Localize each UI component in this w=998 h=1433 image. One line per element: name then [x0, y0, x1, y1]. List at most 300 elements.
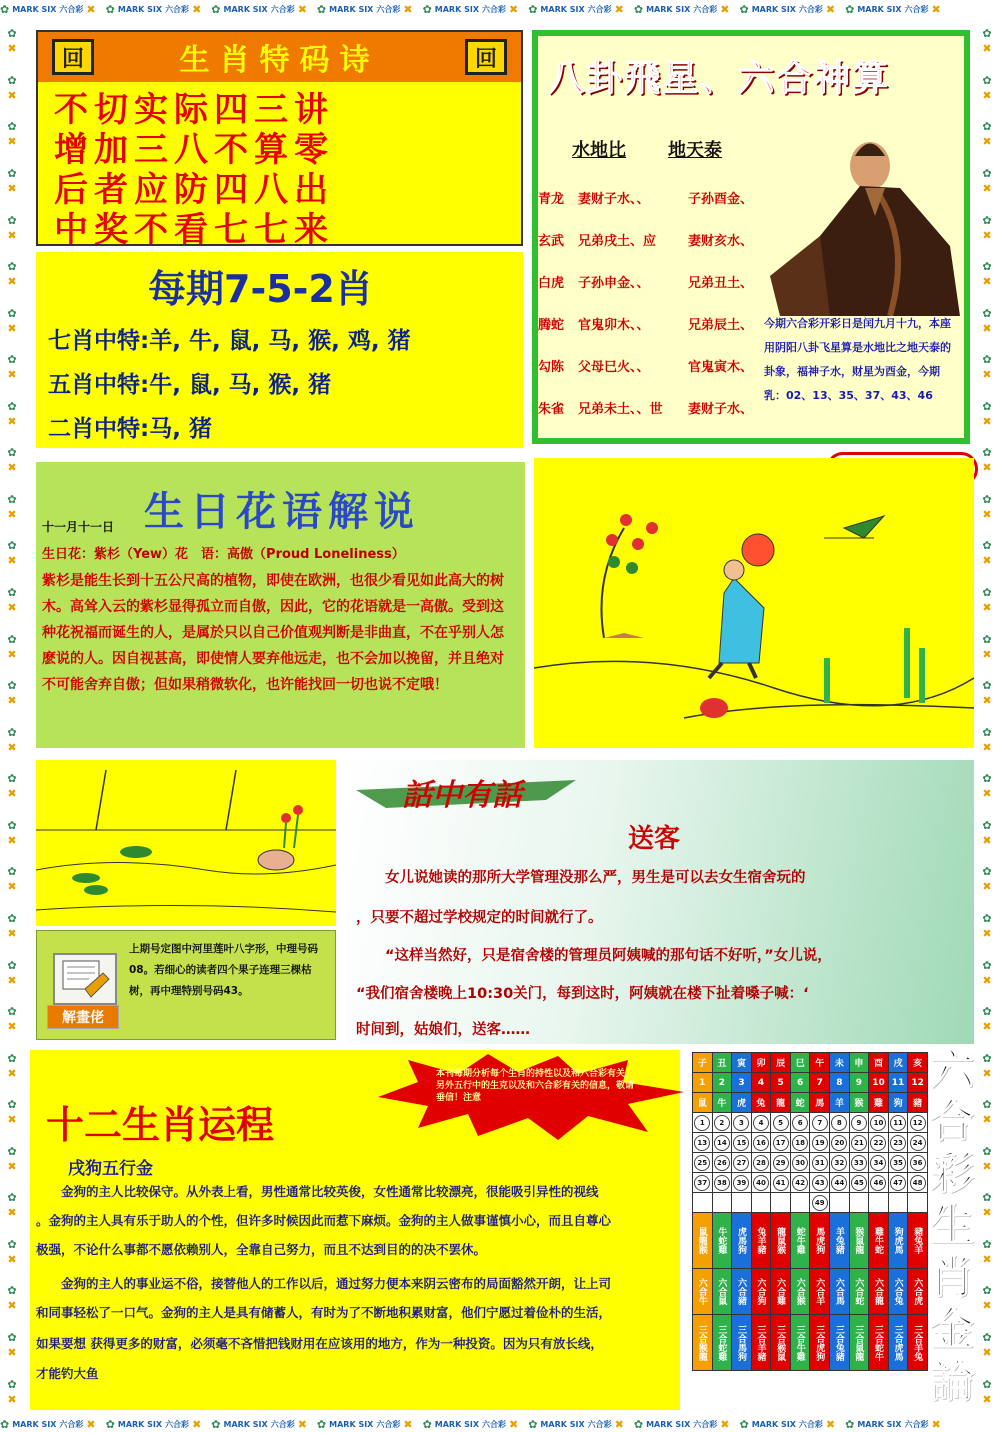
gua-line-cell: 兄弟辰土、	[688, 318, 754, 333]
flower-icon: ✿	[982, 539, 992, 553]
gua-line-cell: 兄弟丑土、	[688, 276, 754, 291]
birthday-flower-panel	[36, 462, 525, 748]
grid-cell	[790, 1113, 810, 1133]
grid-cell	[790, 1153, 810, 1173]
cross-icon: ✖	[982, 321, 992, 335]
cross-icon: ✖	[86, 2, 96, 16]
cross-icon: ✖	[403, 2, 413, 16]
brand-unit	[7, 539, 16, 567]
cross-icon: ✖	[508, 1417, 519, 1431]
gua-line-cell: 父母巳火、、	[578, 360, 650, 375]
brand-text: MARK SIX	[434, 4, 479, 14]
cross-icon: ✖	[7, 42, 17, 56]
hint-text: 上期号定图中河里莲叶八字形，中理号码08。若细心的读者四个果子连理三棵枯树，再中理特别号码43。	[129, 943, 318, 997]
brand-text: MARK SIX	[329, 1419, 374, 1429]
cross-icon: ✖	[297, 1417, 307, 1431]
grid-cell: 六合鼠	[712, 1269, 732, 1315]
grid-cell: 亥	[908, 1053, 928, 1073]
grid-cell: 龍	[771, 1093, 791, 1113]
grid-cell	[732, 1113, 752, 1133]
cross-icon: ✖	[982, 461, 992, 475]
flower-icon: ✿	[739, 1417, 749, 1431]
cross-icon: ✖	[982, 1020, 992, 1034]
cross-icon: ✖	[982, 1252, 992, 1266]
cross-icon: ✖	[982, 787, 992, 801]
brand-text: MARK SIX	[434, 1419, 479, 1429]
grid-cell	[908, 1193, 928, 1213]
flower-icon: ✿	[982, 446, 992, 460]
number-ball: 21	[851, 1135, 867, 1151]
brand-unit	[7, 1284, 16, 1312]
brand-unit	[7, 260, 16, 288]
cross-icon: ✖	[7, 507, 17, 521]
grid-cell	[693, 1113, 713, 1133]
number-ball: 46	[870, 1175, 886, 1191]
grid-cell: 戌	[888, 1053, 908, 1073]
grid-cell	[771, 1173, 791, 1193]
cross-icon: ✖	[7, 787, 17, 801]
grid-cell	[830, 1193, 850, 1213]
gold-title-char: 肖	[930, 1252, 974, 1303]
story-line: 女儿说她读的那所大学管理没那么严，男生是可以去女生宿舍玩的	[356, 870, 806, 886]
number-ball: 15	[733, 1135, 749, 1151]
gua-line-cell: 玄武	[538, 234, 565, 249]
grid-cell: 虎	[732, 1093, 752, 1113]
brand-cn-text: 六合彩	[481, 4, 506, 14]
brand-unit	[0, 3, 96, 16]
brand-cn-text: 六合彩	[587, 1419, 612, 1429]
grid-cell: 兔羊豬	[751, 1213, 771, 1269]
grid-cell: 寅	[732, 1053, 752, 1073]
cross-icon: ✖	[982, 181, 992, 195]
number-ball: 31	[812, 1155, 828, 1171]
brand-unit	[528, 1418, 624, 1431]
flower-icon: ✿	[982, 772, 992, 786]
flower-icon: ✿	[7, 399, 17, 413]
cross-icon: ✖	[7, 554, 17, 568]
grid-cell	[869, 1153, 889, 1173]
grid-cell: 6	[790, 1073, 810, 1093]
brand-text: MARK SIX	[646, 4, 691, 14]
grid-cell: 三合猴龍	[693, 1315, 713, 1371]
grid-cell: 牛蛇雞	[712, 1213, 732, 1269]
grid-cell: 猴鼠龍	[849, 1213, 869, 1269]
poem-line: 增加三八不算零	[54, 130, 334, 170]
flower-icon: ✿	[316, 1417, 327, 1431]
flower-icon: ✿	[982, 166, 992, 180]
flower-icon: ✿	[633, 1417, 644, 1431]
flower-icon: ✿	[982, 725, 992, 739]
grid-cell	[732, 1173, 752, 1193]
grid-row	[693, 1153, 928, 1173]
number-ball: 28	[753, 1155, 769, 1171]
grid-cell: 雞	[869, 1093, 889, 1113]
grid-cell	[830, 1173, 850, 1193]
flower-icon: ✿	[7, 353, 17, 367]
cross-icon: ✖	[982, 507, 992, 521]
grid-row	[693, 1053, 928, 1073]
grid-row	[693, 1193, 928, 1213]
grid-cell: 三合羊兔	[908, 1315, 928, 1371]
flower-icon: ✿	[422, 2, 432, 16]
cross-icon: ✖	[192, 2, 202, 16]
gua-line-cell: 子孙酉金、	[688, 192, 754, 207]
grid-cell	[908, 1133, 928, 1153]
cross-icon: ✖	[7, 181, 17, 195]
flower-icon: ✿	[7, 1237, 17, 1251]
flower-icon: ✿	[982, 260, 992, 274]
brand-unit	[982, 1284, 991, 1312]
grid-cell	[732, 1193, 752, 1213]
brand-unit	[7, 1052, 16, 1080]
cross-icon: ✖	[982, 1346, 992, 1360]
poem-line: 后者应防四八出	[54, 170, 334, 210]
grid-cell: 三合猴鼠	[771, 1315, 791, 1371]
gold-theory-title	[928, 1044, 976, 1414]
brand-unit	[423, 1418, 519, 1431]
gold-title-char: 彩	[930, 1148, 974, 1199]
cross-icon: ✖	[982, 42, 992, 56]
flower-icon: ✿	[7, 911, 17, 925]
brand-unit	[7, 446, 16, 474]
brand-unit	[982, 1052, 991, 1080]
story-line: ，只要不超过学校规定的时间就行了。	[356, 910, 603, 926]
cross-icon: ✖	[7, 1392, 17, 1406]
cross-icon: ✖	[7, 833, 17, 847]
flower-icon: ✿	[982, 1098, 992, 1112]
flower-icon: ✿	[7, 772, 17, 786]
two-zodiac-picks: 二肖中特:马, 猪	[48, 416, 212, 442]
gua-line-cell: 腾蛇	[538, 318, 565, 333]
gold-title-char: 金	[930, 1304, 974, 1355]
grid-cell	[869, 1193, 889, 1213]
brand-text: MARK SIX	[751, 1419, 796, 1429]
number-ball: 13	[694, 1135, 710, 1151]
right-border-strip	[976, 18, 998, 1415]
grid-row	[693, 1073, 928, 1093]
story-line: 时间到，姑娘们，送客……	[356, 1022, 530, 1038]
cross-icon: ✖	[7, 1020, 17, 1034]
flower-icon: ✿	[528, 2, 538, 16]
grid-cell	[810, 1173, 830, 1193]
grid-cell	[693, 1133, 713, 1153]
brand-unit	[7, 1191, 16, 1219]
grid-cell	[908, 1173, 928, 1193]
poem-title: 生肖特码诗	[179, 43, 380, 78]
cross-icon: ✖	[982, 1206, 992, 1220]
grid-cell: 六合蛇	[849, 1269, 869, 1315]
bottom-border-strip	[0, 1415, 998, 1433]
cross-icon: ✖	[982, 554, 992, 568]
cross-icon: ✖	[7, 1252, 17, 1266]
cross-icon: ✖	[982, 1113, 992, 1127]
gua-name-2: 地天泰	[668, 140, 722, 161]
brand-text: MARK SIX	[646, 1419, 691, 1429]
story-title: 話中有話	[402, 778, 522, 813]
cross-icon: ✖	[982, 1066, 992, 1080]
grid-cell	[888, 1153, 908, 1173]
number-ball: 39	[733, 1175, 749, 1191]
brand-unit	[739, 3, 835, 16]
brand-unit	[982, 912, 991, 940]
flower-icon: ✿	[982, 120, 992, 134]
brand-unit	[982, 679, 991, 707]
zodiac-line: 金狗的主人比较保守。从外表上看，男性通常比较英俊，女性通常比较漂亮，很能吸引异性的视线	[36, 1184, 599, 1199]
grid-cell: 龍鼠猴	[771, 1213, 791, 1269]
zodiac-line: 。金狗的主人具有乐于助人的个性，但许多时候因此而惹下麻烦。金狗的主人做事谨慎小心，而且自尊心	[36, 1213, 612, 1228]
cross-icon: ✖	[508, 2, 519, 16]
flower-icon: ✿	[982, 958, 992, 972]
flower-icon: ✿	[982, 1144, 992, 1158]
gua-line-cell: 朱雀	[538, 402, 565, 417]
flower-icon: ✿	[982, 213, 992, 227]
grid-cell: 5	[771, 1073, 791, 1093]
grid-row	[693, 1093, 928, 1113]
grid-cell: 六合牛	[693, 1269, 713, 1315]
grid-cell: 虎馬狗	[732, 1213, 752, 1269]
brand-cn-text: 六合彩	[59, 4, 84, 14]
grid-cell: 2	[712, 1073, 732, 1093]
cross-icon: ✖	[7, 926, 17, 940]
flower-icon: ✿	[105, 1417, 115, 1431]
number-ball: 9	[851, 1115, 867, 1131]
zodiac-number-grid	[692, 1052, 928, 1412]
grid-cell: 午	[810, 1053, 830, 1073]
puzzle-cartoon-main	[534, 458, 974, 748]
brand-text: MARK SIX	[12, 4, 57, 14]
brand-unit	[982, 400, 991, 428]
number-ball: 41	[773, 1175, 789, 1191]
grid-cell: 鼠龍猴	[693, 1213, 713, 1269]
brand-unit	[982, 493, 991, 521]
cross-icon: ✖	[614, 2, 624, 16]
number-ball: 38	[714, 1175, 730, 1191]
flower-icon: ✿	[0, 1417, 10, 1431]
grid-cell: 蛇	[790, 1093, 810, 1113]
frame-glyph-left: 回	[52, 39, 94, 75]
brand-unit	[982, 1331, 991, 1359]
grid-cell	[790, 1133, 810, 1153]
bagua-analysis: 今期六合彩开彩日是闰九月十九，本座用阴阳八卦飞星算是水地比之地天泰的卦象，福神子水，财星为酉金，今期乳：02、13、35、37、43、46	[764, 317, 951, 402]
brand-unit	[982, 1378, 991, 1406]
grid-row	[693, 1113, 928, 1133]
grid-cell	[810, 1133, 830, 1153]
grid-cell	[790, 1173, 810, 1193]
zodiac-line: 如果要想 获得更多的财富，必须毫不吝惜把钱财用在应该用的地方，作为一种投资。因为只有放长线，	[36, 1336, 603, 1351]
flower-icon: ✿	[982, 632, 992, 646]
grid-cell	[693, 1153, 713, 1173]
gua-line-cell: 兄弟未土、、世	[578, 402, 663, 417]
number-ball: 11	[890, 1115, 906, 1131]
grid-cell: 申	[849, 1053, 869, 1073]
flower-icon: ✿	[982, 911, 992, 925]
grid-cell: 馬虎狗	[810, 1213, 830, 1269]
gold-title-char: 合	[930, 1096, 974, 1147]
brand-text: MARK SIX	[117, 1419, 163, 1429]
period-picks-panel	[36, 252, 523, 448]
gold-title-char: 論	[930, 1356, 974, 1407]
flower-icon: ✿	[7, 958, 17, 972]
cross-icon: ✖	[982, 1392, 992, 1406]
grid-cell: 六合馬	[830, 1269, 850, 1315]
gua-line-cell: 妻财子水、	[688, 402, 754, 417]
story-line: “这样当然好，只是宿舍楼的管理员阿姨喊的那句话不好听，”女儿说，	[356, 948, 832, 964]
grid-cell	[849, 1113, 869, 1133]
brand-unit	[7, 214, 16, 242]
grid-row	[693, 1315, 928, 1371]
flower-title: 生日花语解说	[144, 488, 420, 535]
flower-icon: ✿	[7, 73, 17, 87]
brand-unit	[211, 3, 307, 16]
seven-zodiac-picks: 七肖中特:羊, 牛, 鼠, 马, 猴, 鸡, 猪	[48, 328, 411, 354]
brand-cn-text: 六合彩	[587, 4, 612, 14]
flower-line1: 生日花：紫杉（Yew）花 语：高傲（Proud Loneliness）	[42, 547, 405, 562]
number-ball: 22	[870, 1135, 886, 1151]
brand-cn-text: 六合彩	[904, 1419, 929, 1429]
grid-cell: 三合兔豬	[830, 1315, 850, 1371]
grid-cell: 狗	[888, 1093, 908, 1113]
gua-line-cell: 妻财子水、、	[578, 192, 650, 207]
brand-cn-text: 六合彩	[270, 1419, 295, 1429]
grid-cell: 子	[693, 1053, 713, 1073]
brand-unit	[982, 1005, 991, 1033]
cross-icon: ✖	[982, 368, 992, 382]
grid-cell	[888, 1133, 908, 1153]
cross-icon: ✖	[7, 1113, 17, 1127]
brand-unit	[317, 3, 413, 16]
grid-cell	[771, 1153, 791, 1173]
grid-cell: 三合牛雞	[790, 1315, 810, 1371]
brand-text: MARK SIX	[329, 4, 374, 14]
grid-cell	[751, 1173, 771, 1193]
flower-icon: ✿	[7, 446, 17, 460]
brand-unit	[982, 353, 991, 381]
number-ball: 18	[792, 1135, 808, 1151]
grid-cell: 三合虎狗	[810, 1315, 830, 1371]
grid-cell: 三合蛇牛	[869, 1315, 889, 1371]
brand-unit	[982, 539, 991, 567]
grid-row	[693, 1269, 928, 1315]
grid-cell: 7	[810, 1073, 830, 1093]
gua-line-cell: 兄弟戌土、应	[578, 234, 657, 249]
brand-unit	[982, 1098, 991, 1126]
flower-icon: ✿	[7, 1331, 17, 1345]
brand-text: MARK SIX	[540, 4, 585, 14]
flower-icon: ✿	[633, 2, 644, 16]
brand-unit	[7, 1378, 16, 1406]
brand-unit	[423, 3, 519, 16]
grid-cell	[849, 1173, 869, 1193]
flower-icon: ✿	[982, 399, 992, 413]
brand-unit	[7, 633, 16, 661]
grid-cell: 三合鼠龍	[849, 1315, 869, 1371]
flower-icon: ✿	[7, 539, 17, 553]
flower-date: 十一月十一日	[42, 520, 115, 534]
flower-icon: ✿	[982, 1237, 992, 1251]
brand-unit	[7, 726, 16, 754]
grid-row	[693, 1133, 928, 1153]
number-ball: 17	[773, 1135, 789, 1151]
cross-icon: ✖	[7, 368, 17, 382]
jiehualao-label: 解畫佬	[47, 1005, 119, 1029]
number-ball: 29	[773, 1155, 789, 1171]
bagua-title: 八卦飛星、六合神算	[548, 58, 891, 99]
notice-starburst	[378, 1052, 688, 1142]
cross-icon: ✖	[7, 647, 17, 661]
cross-icon: ✖	[7, 135, 17, 149]
left-border-strip	[0, 18, 24, 1415]
grid-cell	[712, 1173, 732, 1193]
number-ball: 23	[890, 1135, 906, 1151]
flower-icon: ✿	[845, 1417, 855, 1431]
grid-cell: 酉	[869, 1053, 889, 1073]
cross-icon: ✖	[982, 135, 992, 149]
flower-icon: ✿	[7, 1377, 17, 1391]
flower-icon: ✿	[739, 2, 749, 16]
brand-unit	[845, 1418, 941, 1431]
grid-cell	[712, 1193, 732, 1213]
brand-unit	[211, 1418, 307, 1431]
brand-unit	[982, 214, 991, 242]
flower-icon: ✿	[982, 1191, 992, 1205]
puzzle-cartoon-last	[36, 760, 336, 926]
brand-unit	[528, 3, 624, 16]
grid-cell	[751, 1113, 771, 1133]
brand-unit	[7, 27, 16, 55]
zodiac-table	[692, 1052, 928, 1371]
number-ball: 32	[831, 1155, 847, 1171]
story-panel	[346, 760, 974, 1044]
number-ball: 25	[694, 1155, 710, 1171]
number-ball: 2	[714, 1115, 730, 1131]
cross-icon: ✖	[931, 1417, 941, 1431]
brand-cn-text: 六合彩	[59, 1419, 84, 1429]
brand-cn-text: 六合彩	[904, 4, 929, 14]
brand-unit	[739, 1418, 835, 1431]
brand-unit	[982, 726, 991, 754]
flower-body: 紫杉是能生长到十五公尺高的植物，即使在欧洲，也很少看见如此高大的树木。高耸入云的紫杉显得孤立而自傲，因此，它的花语就是一高傲。受到这种花祝福而诞生的人，是属於只以自己价值观判断是非曲直，不在乎别人怎麽说的人。因自视甚高，即使情人要弃他远走，也不会加以挽留，并且绝对不可能舍弃自傲；但如果稍微软化，也许能找回一切也说不定哦！	[42, 573, 504, 693]
brand-cn-text: 六合彩	[693, 1419, 718, 1429]
flower-icon: ✿	[982, 492, 992, 506]
cross-icon: ✖	[982, 275, 992, 289]
number-ball: 48	[910, 1175, 926, 1191]
flower-icon: ✿	[7, 1284, 17, 1298]
flower-icon: ✿	[7, 306, 17, 320]
grid-cell: 蛇牛雞	[790, 1213, 810, 1269]
frame-glyph-right: 回	[465, 39, 507, 75]
grid-cell	[751, 1193, 771, 1213]
flower-icon: ✿	[7, 120, 17, 134]
cross-icon: ✖	[7, 88, 17, 102]
cross-icon: ✖	[982, 833, 992, 847]
cross-icon: ✖	[825, 1417, 836, 1431]
number-ball: 42	[792, 1175, 808, 1191]
cross-icon: ✖	[7, 1159, 17, 1173]
cross-icon: ✖	[403, 1417, 413, 1431]
brand-unit	[106, 1418, 202, 1431]
grid-cell: 9	[849, 1073, 869, 1093]
top-border-strip	[0, 0, 998, 18]
grid-cell	[888, 1193, 908, 1213]
brand-unit	[982, 1191, 991, 1219]
grid-cell: 巳	[790, 1053, 810, 1073]
grid-cell	[888, 1173, 908, 1193]
grid-cell	[869, 1173, 889, 1193]
brand-unit	[982, 260, 991, 288]
brand-text: MARK SIX	[857, 4, 902, 14]
gua-line-cell: 子孙申金、、	[578, 276, 650, 291]
number-ball: 16	[753, 1135, 769, 1151]
